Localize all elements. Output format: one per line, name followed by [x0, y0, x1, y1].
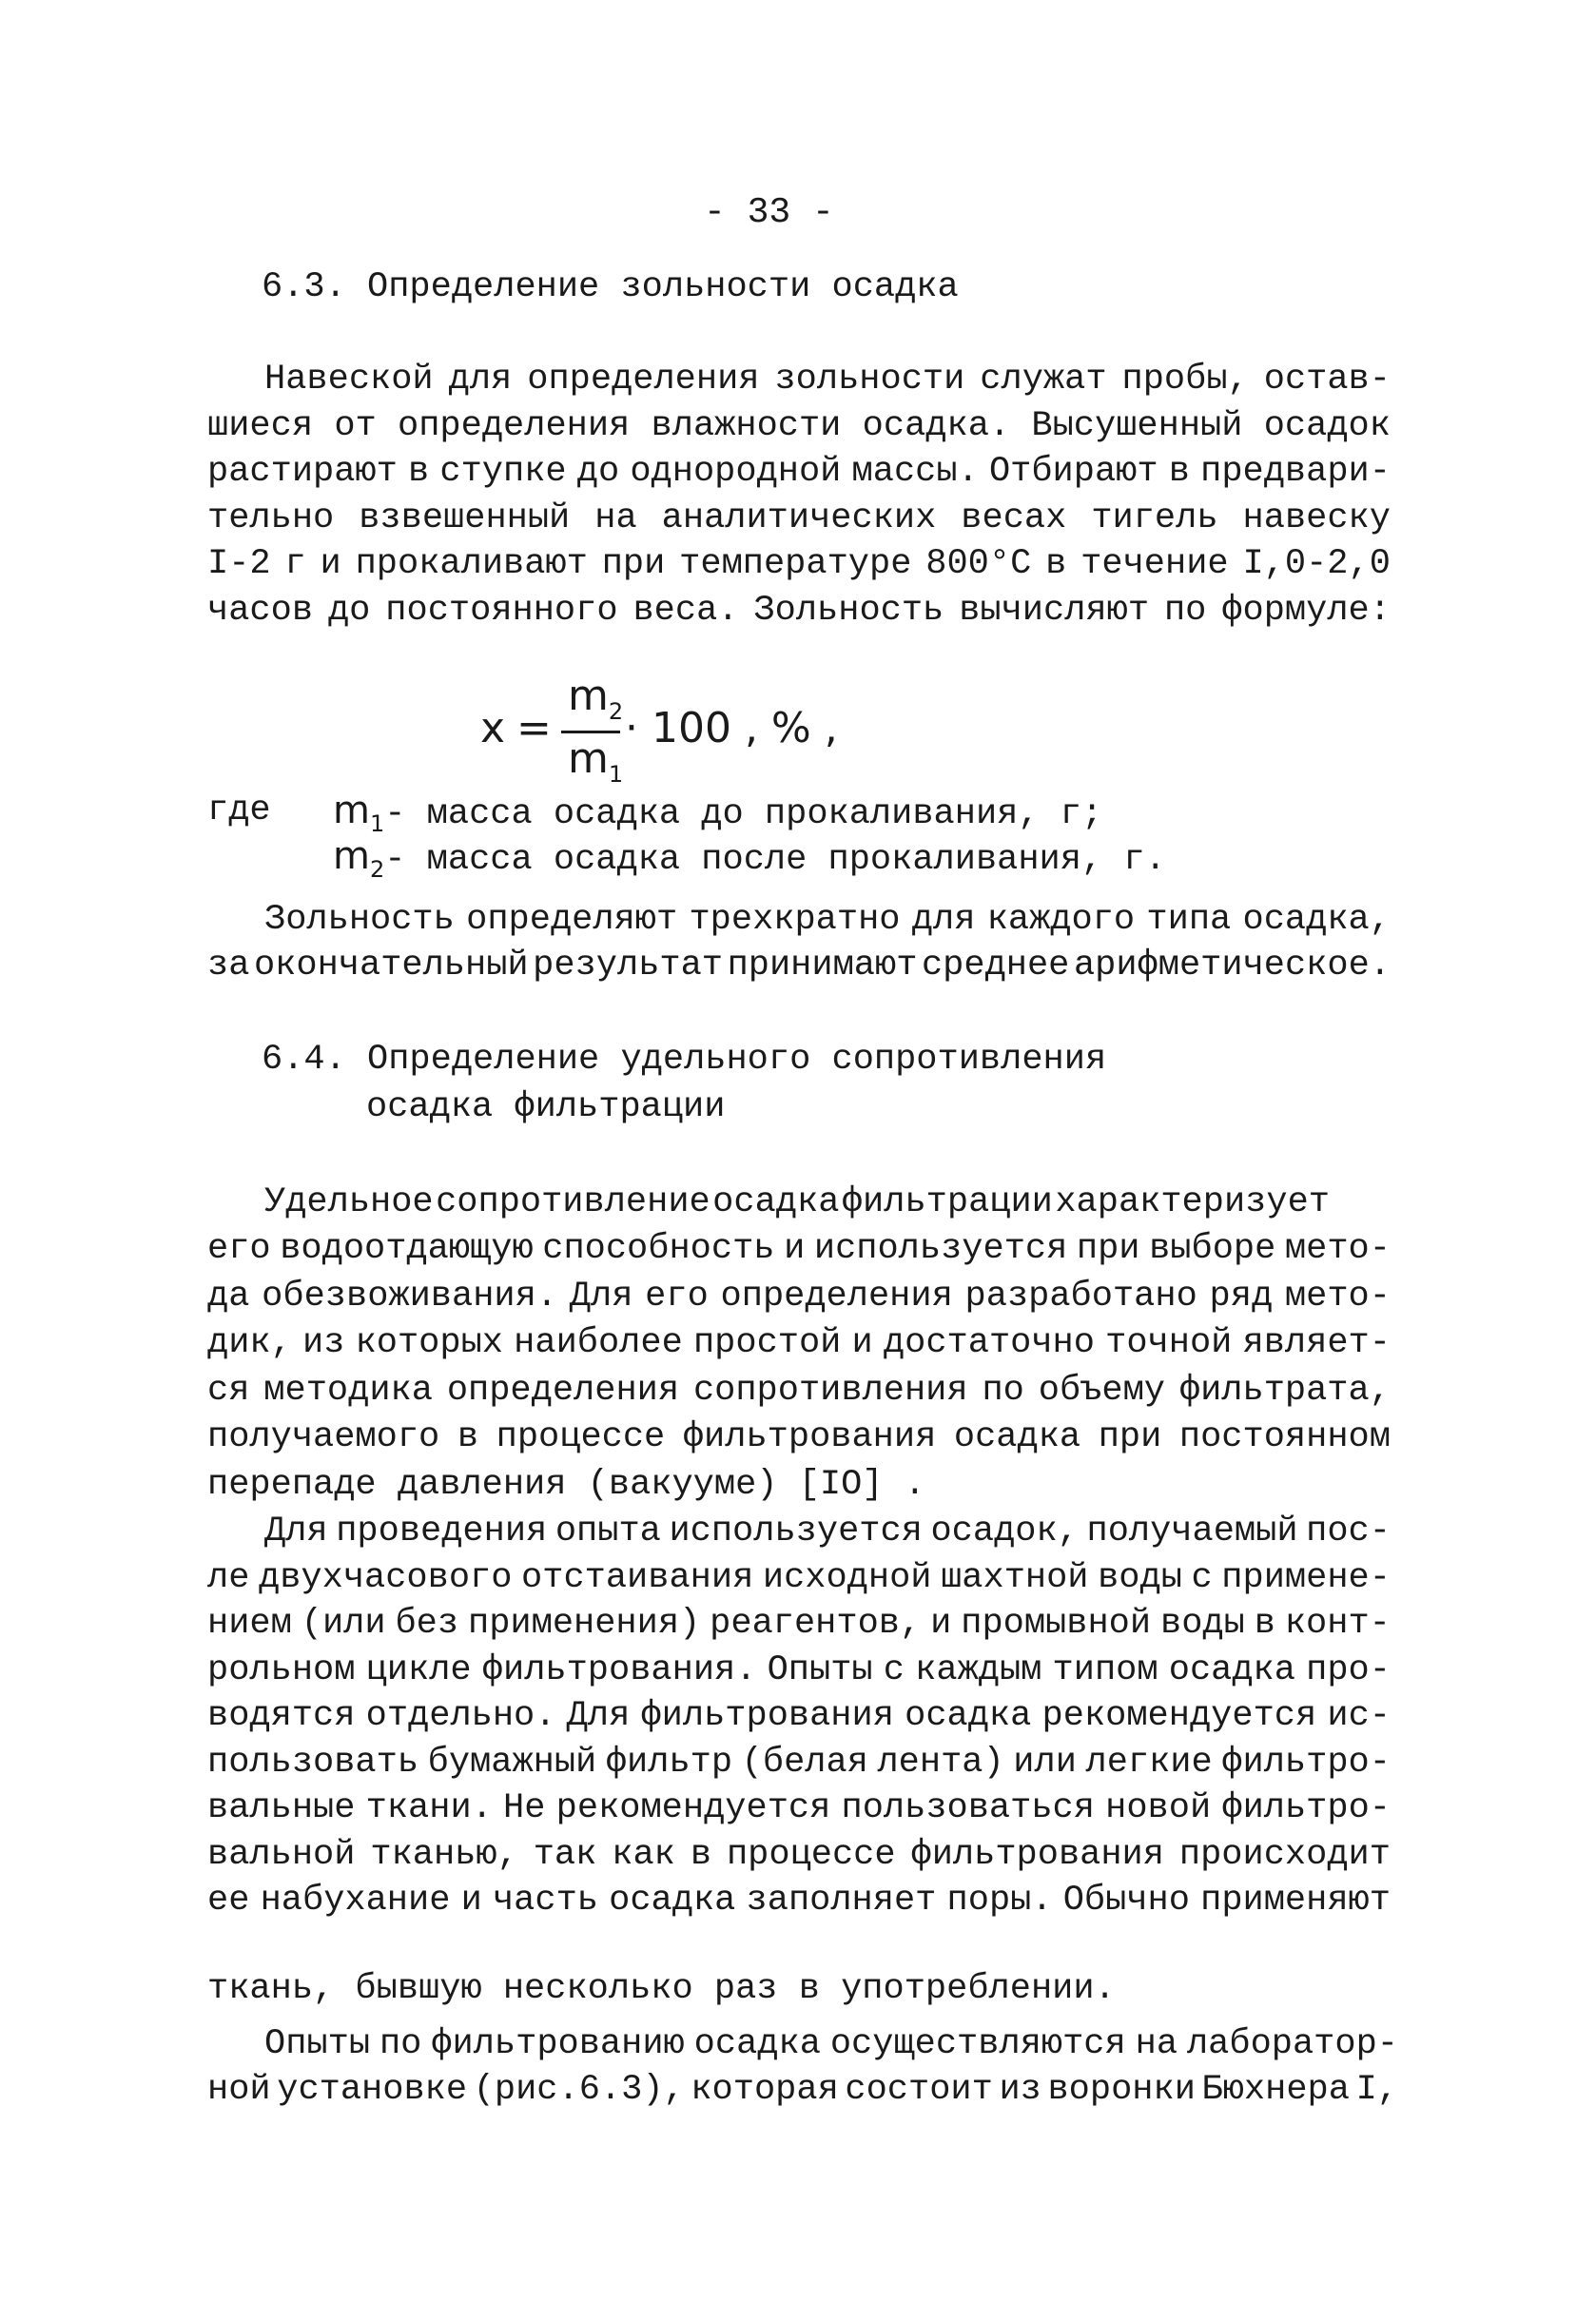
- word: вальной: [207, 1834, 356, 1875]
- word: сопротивления: [692, 1370, 968, 1411]
- word: осадка: [953, 1417, 1081, 1457]
- formula-lhs: x: [480, 704, 506, 752]
- word: выборе: [1149, 1229, 1276, 1270]
- text-line: [207, 1878, 1391, 1923]
- word: служат: [980, 360, 1107, 400]
- word: осадка.: [862, 405, 1011, 446]
- word: новой: [1105, 1788, 1212, 1828]
- word: до: [327, 591, 371, 631]
- word: по: [1163, 591, 1207, 631]
- word: Опыты: [767, 1649, 873, 1690]
- word: осадка: [609, 1881, 736, 1921]
- word: сопротивление: [436, 1182, 710, 1222]
- word: способность: [542, 1229, 775, 1270]
- word: на: [1135, 2024, 1178, 2064]
- word: его: [645, 1276, 709, 1317]
- word: тельно: [207, 497, 335, 538]
- word: Не: [503, 1788, 546, 1828]
- word: или: [1013, 1742, 1077, 1783]
- word: Навеской: [264, 360, 434, 400]
- word: воды: [1159, 1604, 1245, 1644]
- word: фильтро-: [1221, 1742, 1391, 1783]
- word: зольности: [774, 360, 965, 400]
- word: фильтрации: [841, 1182, 1053, 1222]
- word: Для: [569, 1276, 633, 1317]
- word: и: [851, 1323, 873, 1364]
- word: с: [1191, 1557, 1213, 1598]
- text-line: [207, 1320, 1391, 1366]
- word: постоянном: [1178, 1417, 1391, 1457]
- word: ной: [207, 2070, 271, 2110]
- word: навеску: [1242, 497, 1391, 538]
- word: осадка: [1168, 1649, 1295, 1690]
- where-label: где: [207, 790, 271, 830]
- word: весах: [961, 497, 1067, 538]
- text-line: [264, 897, 1391, 943]
- word: из: [302, 1323, 345, 1364]
- word: аналитических: [661, 497, 937, 538]
- word: в: [1254, 1604, 1275, 1644]
- word: простой: [692, 1323, 842, 1364]
- word: набухание: [260, 1881, 451, 1921]
- word: в: [1168, 452, 1190, 493]
- word: пользоваться: [841, 1788, 1095, 1828]
- word: конт-: [1284, 1604, 1391, 1644]
- word: без: [395, 1604, 459, 1644]
- word: Удельное: [264, 1182, 434, 1222]
- word: ступке: [439, 452, 567, 493]
- word: Опыты: [264, 2024, 371, 2064]
- text-line: [207, 588, 1391, 634]
- word: Зольность: [264, 900, 455, 940]
- word: так: [533, 1834, 597, 1875]
- text-line: [207, 943, 1391, 988]
- where-item-m1: $m_1-$ масса осадка до прокаливания, г;: [333, 789, 1103, 837]
- word: фильтрования: [682, 1417, 937, 1457]
- word: часть: [492, 1881, 598, 1921]
- word: при: [1076, 1229, 1140, 1270]
- word: растирают: [207, 452, 398, 493]
- word: Зольность: [753, 591, 944, 631]
- paragraph-2-last-line: ткань, бывшую несколько раз в употреблении.: [207, 1969, 1116, 2009]
- word: тигель: [1091, 497, 1218, 538]
- word: в: [1045, 544, 1067, 585]
- word: каждого: [986, 900, 1136, 940]
- text-line: [207, 1555, 1391, 1601]
- formula-equals: =: [516, 704, 552, 752]
- word: разработано: [964, 1276, 1197, 1317]
- word: получаемого: [207, 1417, 440, 1457]
- word: пробы,: [1121, 360, 1249, 400]
- word: водятся: [207, 1696, 356, 1736]
- word: в: [690, 1834, 712, 1875]
- word: остав-: [1263, 360, 1391, 400]
- word: и: [930, 1604, 952, 1644]
- word: примене-: [1221, 1557, 1391, 1598]
- word: I,0-2,0: [1242, 544, 1391, 585]
- word: достаточно: [883, 1323, 1095, 1364]
- word: воронки: [1047, 2070, 1196, 2110]
- word: осадок,: [930, 1512, 1079, 1551]
- word: влажности: [651, 405, 842, 446]
- word: воды: [1098, 1557, 1182, 1598]
- word: трехкратно: [689, 900, 901, 940]
- text-line: [207, 496, 1391, 541]
- word: фильтрата,: [1178, 1370, 1391, 1411]
- word: однородной: [630, 452, 842, 493]
- word: применения): [468, 1604, 701, 1644]
- word: 800°С: [925, 544, 1032, 585]
- word: прокаливают: [355, 544, 588, 585]
- word: осадка: [693, 2024, 821, 2064]
- word: шиеся: [207, 405, 314, 446]
- word: установке: [277, 2070, 468, 2110]
- word: используется: [669, 1512, 923, 1551]
- word: для: [448, 360, 513, 400]
- word: вычисляют: [959, 591, 1150, 631]
- word: с: [883, 1649, 905, 1690]
- word: обезвоживания.: [262, 1276, 558, 1317]
- word: определения: [527, 360, 760, 400]
- word: часов: [207, 591, 314, 631]
- word: точной: [1105, 1323, 1233, 1364]
- word: дик,: [207, 1323, 292, 1364]
- word: являет-: [1242, 1323, 1391, 1364]
- word: как: [612, 1834, 675, 1875]
- word: массы.: [851, 452, 979, 493]
- page-number: - 33 -: [704, 192, 834, 233]
- word: ис-: [1327, 1696, 1391, 1736]
- word: лаборатор-: [1186, 2024, 1398, 2064]
- word: тканью,: [370, 1834, 518, 1875]
- word: отдельно.: [365, 1696, 556, 1736]
- word: и: [460, 1881, 482, 1921]
- word: от: [334, 405, 377, 446]
- word: фильтрования: [910, 1834, 1164, 1875]
- word: определяют: [466, 900, 678, 940]
- formula-fraction-bar: [561, 731, 620, 733]
- text-line: [207, 1226, 1391, 1272]
- word: нием: [207, 1604, 292, 1644]
- word: ся: [207, 1370, 250, 1411]
- text-line: [207, 1648, 1391, 1693]
- text-line: [264, 357, 1391, 402]
- word: водоотдающую: [280, 1229, 534, 1270]
- word: Высушенный: [1031, 405, 1243, 446]
- text-line: [264, 1509, 1391, 1554]
- word: состоит: [845, 2070, 993, 2110]
- word: объему: [1038, 1370, 1165, 1411]
- word: принимают: [727, 946, 918, 985]
- word: г: [284, 544, 306, 585]
- word: (белая: [741, 1742, 868, 1783]
- word: процессе: [726, 1834, 896, 1875]
- word: получаемый: [1086, 1512, 1298, 1551]
- word: рекомендуется: [555, 1788, 831, 1828]
- paragraph-1-last-line: перепаде давления (вакууме) [IO] .: [207, 1465, 925, 1505]
- word: фильтр: [605, 1742, 733, 1783]
- word: его: [207, 1229, 271, 1270]
- word: в: [408, 452, 430, 493]
- word: определения: [446, 1370, 680, 1411]
- word: мето-: [1284, 1229, 1391, 1270]
- word: которых: [355, 1323, 503, 1364]
- where-item-m2: $m_2-$ масса осадка после прокаливания, г.: [333, 834, 1166, 883]
- word: (или: [301, 1604, 386, 1644]
- word: за: [207, 946, 250, 985]
- word: лента): [877, 1742, 1004, 1783]
- section-heading-6-3: 6.3. Определение зольности осадка: [262, 267, 959, 307]
- text-line: [207, 1832, 1391, 1878]
- word: типа: [1146, 900, 1232, 940]
- section-heading-6-4-line2: осадка фильтрации: [366, 1087, 726, 1127]
- word: фильтрования.: [481, 1649, 757, 1690]
- word: исходной: [762, 1557, 932, 1598]
- word: до: [576, 452, 620, 493]
- word: осадка: [905, 1696, 1032, 1736]
- word: фильтрования: [640, 1696, 894, 1736]
- word: для: [911, 900, 976, 940]
- section-heading-6-4-line1: 6.4. Определение удельного сопротивления: [262, 1040, 1107, 1080]
- word: фильтро-: [1221, 1788, 1391, 1828]
- word: предвари-: [1200, 452, 1391, 493]
- word: реагентов,: [710, 1604, 922, 1644]
- formula-rest: · 100 , % ,: [625, 704, 838, 752]
- word: цикле: [365, 1649, 472, 1690]
- word: процессе: [496, 1417, 666, 1457]
- word: результат: [533, 946, 724, 985]
- word: по: [379, 2024, 422, 2064]
- ash-content-formula: [480, 672, 880, 788]
- word: температуре: [679, 544, 912, 585]
- word: I-2: [207, 544, 271, 585]
- word: осадка,: [1242, 900, 1391, 940]
- word: каждым: [915, 1649, 1042, 1690]
- text-line: [207, 1601, 1391, 1647]
- word: про-: [1306, 1649, 1391, 1690]
- word: на: [594, 497, 637, 538]
- text-line: [207, 1368, 1391, 1414]
- formula-numerator: $m_2$: [568, 672, 624, 725]
- word: при: [601, 544, 666, 585]
- word: из: [999, 2070, 1041, 2110]
- word: и: [320, 544, 341, 585]
- word: арифметическое.: [1073, 946, 1391, 985]
- word: ткани.: [365, 1788, 493, 1828]
- word: типом: [1052, 1649, 1158, 1690]
- text-line: [207, 403, 1391, 449]
- word: опыта: [555, 1512, 661, 1551]
- word: пос-: [1306, 1512, 1391, 1551]
- word: Для: [566, 1696, 631, 1736]
- word: поры.: [946, 1881, 1053, 1921]
- word: применяют: [1200, 1881, 1391, 1921]
- text-line: [207, 1693, 1391, 1739]
- word: вальные: [207, 1788, 356, 1828]
- word: течение: [1080, 544, 1229, 585]
- word: и: [784, 1229, 806, 1270]
- word: ряд: [1209, 1276, 1274, 1317]
- word: среднее: [921, 946, 1070, 985]
- word: промывной: [961, 1604, 1152, 1644]
- word: двухчасового: [259, 1557, 513, 1598]
- word: определения: [720, 1276, 953, 1317]
- word: определения: [398, 405, 631, 446]
- word: пользовать: [207, 1742, 419, 1783]
- word: осуществляются: [829, 2024, 1126, 2064]
- text-line: [207, 1740, 1391, 1785]
- word: I,: [1355, 2070, 1398, 2110]
- word: в: [457, 1417, 479, 1457]
- word: взвешенный: [359, 497, 571, 538]
- word: которая: [691, 2070, 839, 2110]
- word: проведения: [336, 1512, 548, 1551]
- word: окончательный: [253, 946, 529, 985]
- word: происходит: [1178, 1834, 1391, 1875]
- word: Для: [264, 1512, 328, 1551]
- word: используется: [813, 1229, 1068, 1270]
- text-line: [264, 2021, 1398, 2067]
- word: шахтной: [941, 1557, 1089, 1598]
- word: постоянного: [385, 591, 618, 631]
- formula-denominator: $m_1$: [568, 734, 624, 788]
- word: характеризует: [1055, 1182, 1330, 1222]
- word: фильтрованию: [431, 2024, 685, 2064]
- word: легкие: [1085, 1742, 1213, 1783]
- word: заполняет: [746, 1881, 937, 1921]
- word: да: [207, 1276, 250, 1317]
- word: при: [1098, 1417, 1162, 1457]
- word: (рис.6.3),: [473, 2070, 685, 2110]
- word: рольном: [207, 1649, 356, 1690]
- word: Обычно: [1062, 1881, 1190, 1921]
- text-line: [207, 1414, 1391, 1460]
- word: мето-: [1284, 1276, 1391, 1317]
- text-line: [264, 1180, 1330, 1225]
- text-line: [207, 449, 1391, 495]
- word: веса.: [633, 591, 739, 631]
- text-line: [207, 1785, 1391, 1831]
- word: по: [982, 1370, 1024, 1411]
- word: осадка: [712, 1182, 840, 1222]
- word: рекомендуется: [1041, 1696, 1317, 1736]
- word: ле: [207, 1557, 250, 1598]
- word: бумажный: [427, 1742, 597, 1783]
- word: осадок: [1263, 405, 1391, 446]
- word: наиболее: [514, 1323, 683, 1364]
- text-line: [207, 2067, 1398, 2113]
- word: формуле:: [1221, 591, 1391, 631]
- word: отстаивания: [521, 1557, 754, 1598]
- word: Бюхнера: [1201, 2070, 1350, 2110]
- word: ее: [207, 1881, 250, 1921]
- text-line: [207, 1274, 1391, 1319]
- text-line: [207, 541, 1391, 587]
- word: Отбирают: [988, 452, 1158, 493]
- word: методика: [263, 1370, 433, 1411]
